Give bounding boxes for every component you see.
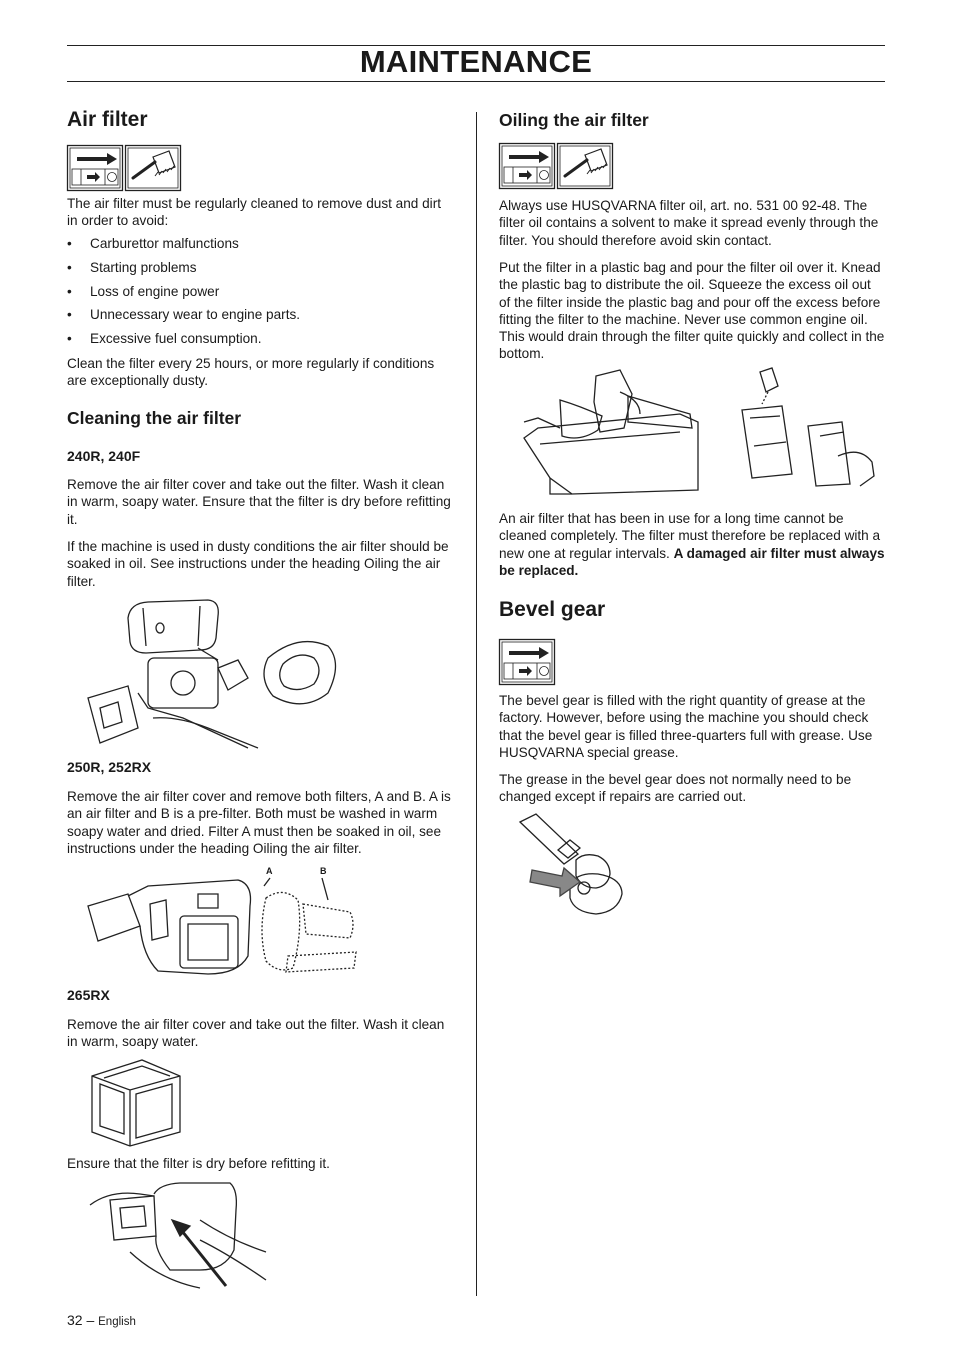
label-a: A [266, 866, 273, 876]
header-rule-bottom [67, 81, 885, 82]
column-divider [476, 112, 477, 1296]
page-title: MAINTENANCE [359, 44, 593, 79]
oiling-warning: A damaged air filter must always be replaced. [499, 545, 885, 578]
oiling-paragraph-3 [499, 510, 885, 579]
illustration-250-air-filters [88, 876, 358, 978]
air-filter-intro: The air filter must be regularly cleaned to remove dust and dirt in order to avoid: [67, 196, 442, 229]
oiling-paragraph-1: Always use HUSQVARNA filter oil, art. no. 531 00 92-48. The filter oil contains a solvent to make it spread evenly through the filter. You should therefore avoid skin contact. [499, 198, 879, 248]
heading-air-filter: Air filter [67, 108, 148, 131]
bullet-text: Unnecessary wear to engine parts. [90, 307, 301, 322]
bevel-gear-paragraph-2: The grease in the bevel gear does not normally need to be changed except if repairs are carried out. [499, 772, 852, 805]
model-265-paragraph-1: Remove the air filter cover and take out the filter. Wash it clean in warm, soapy water. [67, 1017, 445, 1050]
heading-model-250: 250R, 252RX [67, 759, 152, 775]
heading-cleaning-air-filter: Cleaning the air filter [67, 408, 242, 428]
oiling-icons [499, 143, 614, 190]
illustration-oiling-filter [520, 366, 880, 498]
bullet-text: Excessive fuel consumption. [90, 331, 262, 346]
illustration-265-refitting [90, 1180, 268, 1292]
label-b: B [320, 866, 327, 876]
brush-icon [126, 146, 181, 191]
air-filter-icons [67, 145, 182, 192]
illustration-240-air-filter [88, 598, 348, 748]
bevel-gear-paragraph-1: The bevel gear is filled with the right quantity of grease at the factory. However, before using the machine you should check that the bevel gear is filled three-quarters full with grease. Use HUSQVARNA special grease. [499, 693, 873, 760]
illustration-265-filter-box [90, 1058, 182, 1148]
bullet-text: Carburettor malfunctions [90, 236, 239, 251]
maintenance-arrow-icon [500, 144, 555, 189]
bullet-text: Starting problems [90, 260, 197, 275]
page-number: 32 – [67, 1312, 95, 1328]
model-250-paragraph: Remove the air filter cover and remove both filters, A and B. A is an air filter and B is a pre-filter. Both must be washed in warm soapy water and dried. Filter A must then be soaked in oil, see instructions under the heading Oiling the air filter. [67, 789, 451, 856]
maintenance-arrow-icon [500, 640, 555, 685]
heading-bevel-gear: Bevel gear [499, 598, 606, 621]
model-240-paragraph-2: If the machine is used in dusty conditions the air filter should be soaked in oil. See instructions under the heading Oiling the air filter. [67, 539, 449, 589]
brush-icon [558, 144, 613, 189]
heading-model-240: 240R, 240F [67, 448, 141, 464]
maintenance-arrow-icon [68, 146, 123, 191]
oiling-paragraph-3-text: An air filter that has been in use for a long time cannot be cleaned completely. The filter must therefore be replaced with a new one at regular intervals. [499, 511, 881, 561]
bullet-text: Loss of engine power [90, 284, 220, 299]
footer-language: English [98, 1316, 136, 1328]
oiling-paragraph-2: Put the filter in a plastic bag and pour the filter oil over it. Knead the plastic bag to distribute the oil. Squeeze the excess oil out of the filter inside the plastic bag and pour off the excess before fitting the filter to the machine. Never use common engine oil. This would drain through the filter quite quickly and collect in the bottom. [499, 260, 885, 362]
footer [67, 1312, 136, 1328]
model-265-paragraph-2: Ensure that the filter is dry before refitting it. [67, 1156, 330, 1171]
illustration-bevel-gear [518, 812, 630, 920]
bevel-gear-icons [499, 639, 557, 686]
air-filter-interval: Clean the filter every 25 hours, or more regularly if conditions are exceptionally dusty. [67, 356, 435, 389]
model-240-paragraph-1: Remove the air filter cover and take out the filter. Wash it clean in warm, soapy water. Ensure that the filter is dry before refitting it. [67, 477, 451, 527]
heading-model-265: 265RX [67, 987, 110, 1003]
heading-oiling-air-filter: Oiling the air filter [499, 110, 649, 130]
